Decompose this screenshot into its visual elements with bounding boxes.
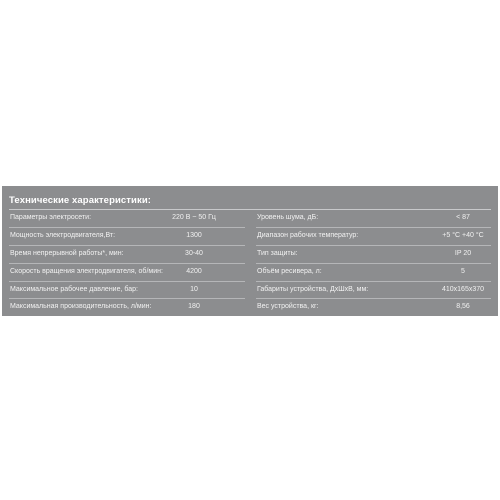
- spec-row: [9, 299, 245, 316]
- spec-value: 410х165х370: [441, 285, 485, 293]
- spec-value: 10: [190, 285, 198, 293]
- spec-label: Объём ресивера, л:: [257, 267, 322, 275]
- spec-label: Мощность электродвигателя,Вт:: [10, 231, 116, 239]
- spec-label: Скорость вращения электродвигателя, об/мин:: [10, 267, 163, 275]
- spec-row: [9, 282, 245, 300]
- spec-column-left: [9, 210, 245, 316]
- spec-value: 1300: [186, 231, 202, 239]
- spec-label: Габариты устройства, ДхШхВ, мм:: [257, 285, 369, 293]
- spec-panel: [2, 186, 498, 316]
- spec-row: [9, 210, 245, 228]
- spec-row: [256, 264, 491, 282]
- spec-label: Вес устройства, кг:: [257, 303, 319, 311]
- spec-label: Тип защиты:: [257, 249, 298, 257]
- spec-value: +5 °С +40 °С: [442, 231, 484, 239]
- spec-row: [256, 299, 491, 316]
- spec-label: Максимальная производительность, л/мин:: [10, 303, 152, 311]
- spec-title: Технические характеристики:: [9, 195, 152, 206]
- spec-row: [256, 246, 491, 264]
- spec-label: Уровень шума, дБ:: [257, 214, 319, 221]
- spec-value: 180: [188, 303, 200, 311]
- spec-label: Диапазон рабочих температур:: [257, 231, 359, 239]
- spec-label: Максимальное рабочее давление, бар:: [10, 285, 138, 293]
- spec-label: Параметры электросети:: [10, 214, 92, 221]
- spec-row: [256, 210, 491, 228]
- spec-value: IP 20: [454, 249, 472, 257]
- spec-value: 5: [461, 267, 465, 275]
- spec-value: 30-40: [185, 249, 203, 257]
- spec-row: [9, 228, 245, 246]
- spec-value: 220 В ~ 50 Гц: [172, 214, 216, 221]
- spec-row: [256, 228, 491, 246]
- spec-value: < 87: [456, 214, 470, 221]
- spec-column-right: [256, 210, 491, 316]
- spec-value: 4200: [186, 267, 202, 275]
- spec-row: [9, 264, 245, 282]
- spec-row: [9, 246, 245, 264]
- spec-label: Время непрерывной работы*, мин:: [10, 249, 124, 257]
- spec-row: [256, 282, 491, 300]
- spec-value: 8,56: [456, 303, 470, 311]
